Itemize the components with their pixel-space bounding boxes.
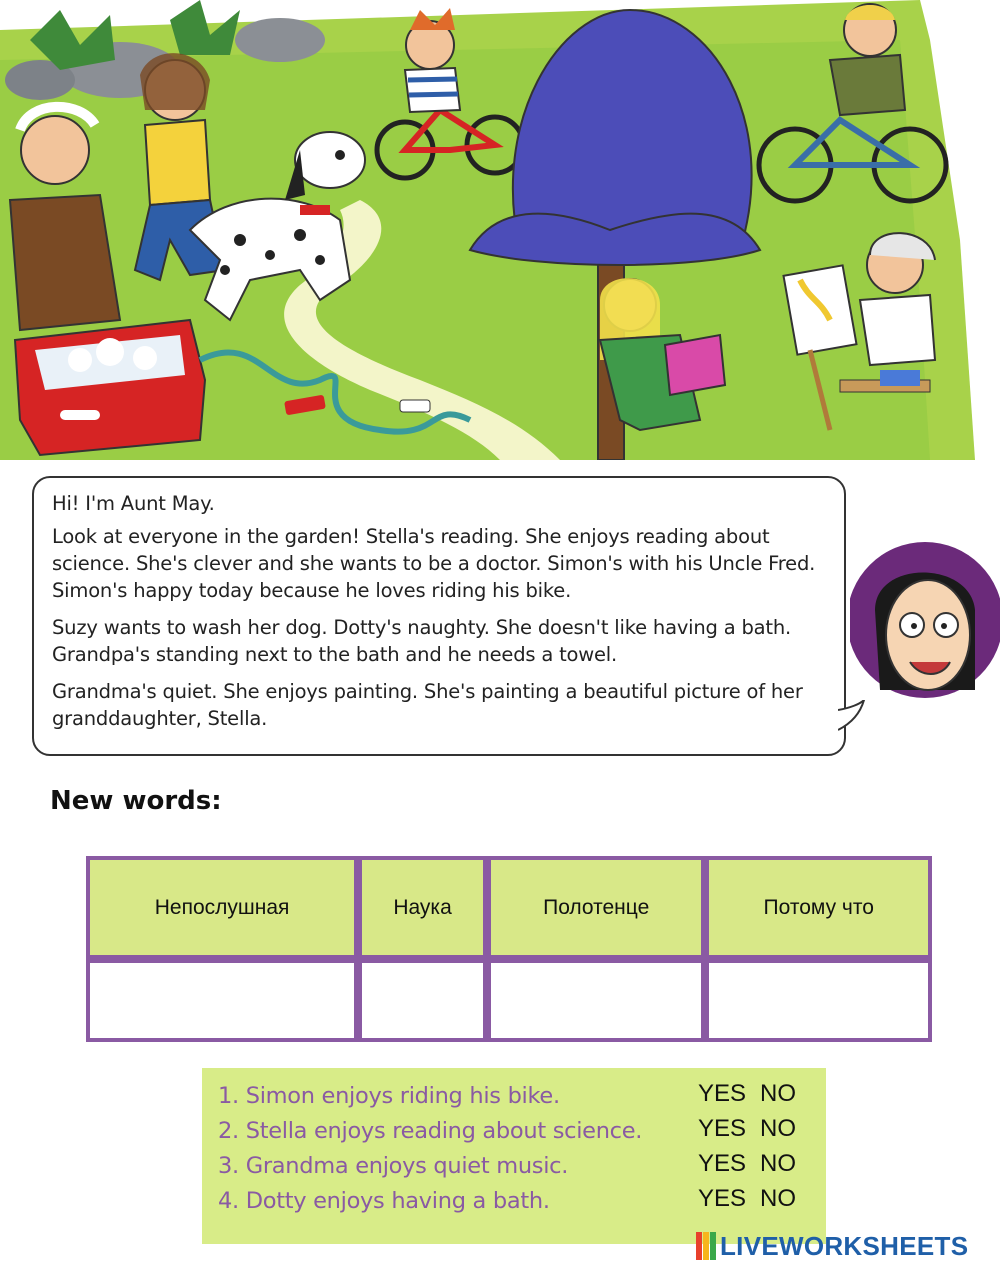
quiz-item bbox=[218, 1149, 568, 1183]
answer-cell-2[interactable] bbox=[358, 959, 487, 1042]
liveworksheets-logo bbox=[696, 1230, 968, 1262]
paragraph-3: Grandma's quiet. She enjoys painting. She's painting a beautiful picture of her granddaughter, Stella. bbox=[52, 680, 803, 730]
quiz-statement: 1. Simon enjoys riding his bike. bbox=[218, 1083, 560, 1109]
yes-option[interactable]: YES bbox=[698, 1115, 747, 1142]
answer-cell-4[interactable] bbox=[705, 959, 932, 1042]
quiz-statement: 2. Stella enjoys reading about science. bbox=[218, 1118, 643, 1144]
no-option[interactable]: NO bbox=[760, 1150, 797, 1177]
new-words-heading: New words: bbox=[50, 786, 222, 816]
word-cell: Потому что bbox=[705, 856, 932, 959]
quiz-options bbox=[698, 1115, 810, 1143]
aunt-may-avatar bbox=[850, 520, 1000, 710]
word-cell: Наука bbox=[358, 856, 487, 959]
paragraph-2: Suzy wants to wash her dog. Dotty's naughty. She doesn't like having a bath. Grandpa's standing next to the bath and he needs a towel. bbox=[52, 616, 791, 666]
logo-text: LIVEWORKSHEETS bbox=[720, 1230, 969, 1261]
word-cell: Полотенце bbox=[487, 856, 706, 959]
no-option[interactable]: NO bbox=[760, 1115, 797, 1142]
greeting-text: Hi! I'm Aunt May. bbox=[52, 492, 215, 515]
quiz-statement: 3. Grandma enjoys quiet music. bbox=[218, 1153, 569, 1179]
quiz-item bbox=[218, 1079, 560, 1113]
answer-cell-1[interactable] bbox=[86, 959, 358, 1042]
yes-no-quiz bbox=[202, 1068, 826, 1244]
no-option[interactable]: NO bbox=[760, 1185, 797, 1212]
yes-option[interactable]: YES bbox=[698, 1185, 747, 1212]
table-header-row bbox=[86, 856, 932, 959]
quiz-options bbox=[698, 1080, 810, 1108]
answer-row bbox=[86, 959, 932, 1042]
yes-option[interactable]: YES bbox=[698, 1150, 747, 1177]
quiz-item bbox=[218, 1114, 642, 1148]
garden-illustration bbox=[0, 0, 1000, 460]
answer-cell-3[interactable] bbox=[487, 959, 706, 1042]
word-cell: Непослушная bbox=[86, 856, 358, 959]
quiz-item bbox=[218, 1184, 550, 1218]
new-words-table bbox=[86, 856, 932, 1042]
quiz-options bbox=[698, 1185, 810, 1213]
speech-bubble bbox=[32, 476, 846, 756]
quiz-options bbox=[698, 1150, 810, 1178]
no-option[interactable]: NO bbox=[760, 1080, 797, 1107]
logo-mark-icon bbox=[696, 1232, 716, 1260]
paragraph-1: Look at everyone in the garden! Stella's reading. She enjoys reading about science. She's clever and she wants to be a doctor. Simon's with his Uncle Fred. Simon's happy today because he loves riding his bike. bbox=[52, 525, 816, 602]
quiz-statement: 4. Dotty enjoys having a bath. bbox=[218, 1188, 550, 1214]
yes-option[interactable]: YES bbox=[698, 1080, 747, 1107]
